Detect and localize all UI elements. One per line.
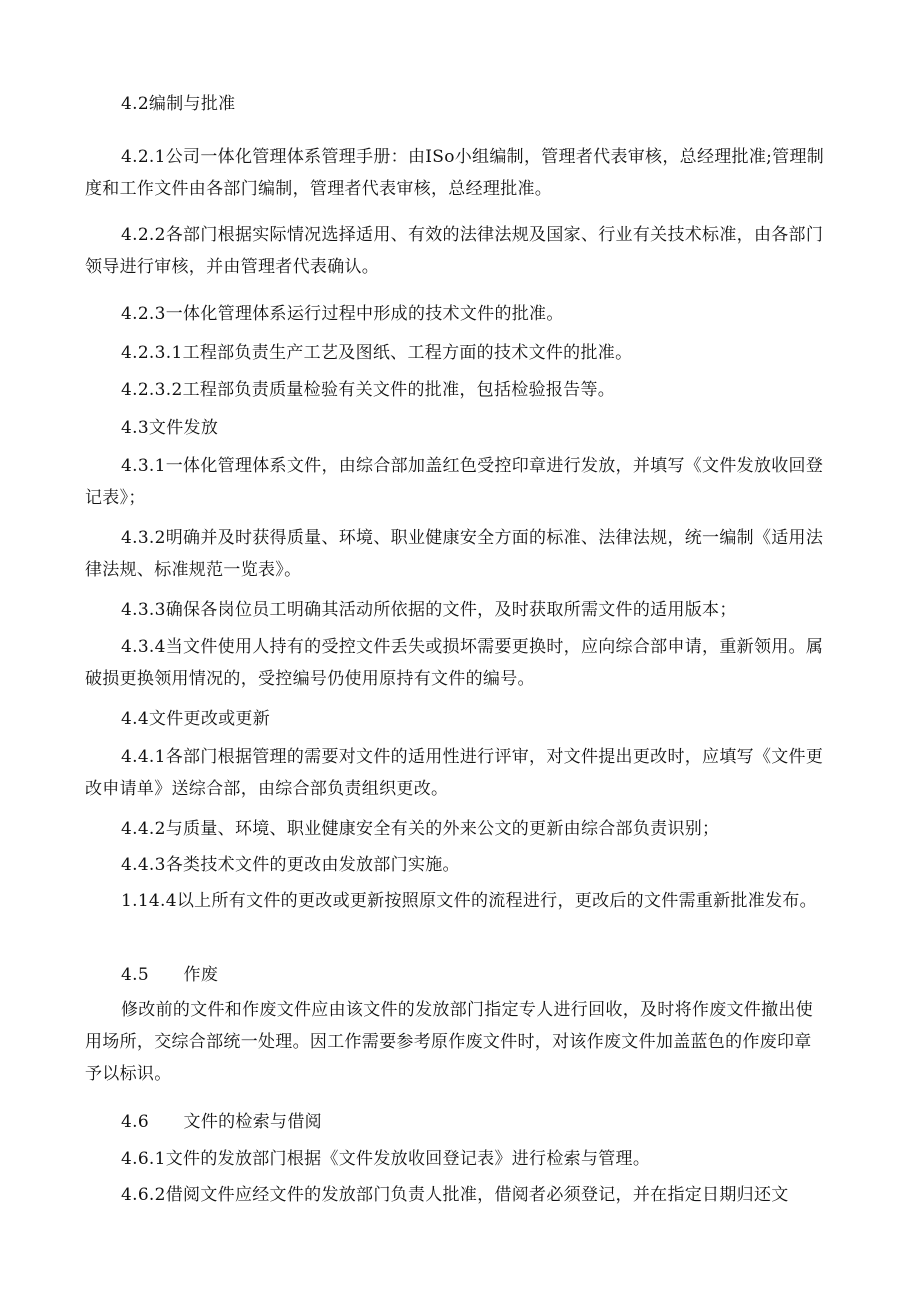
paragraph-text: 4.3文件发放 — [121, 418, 219, 438]
paragraph-4-4-1 — [0, 741, 920, 805]
paragraph-text: 4.6.2借阅文件应经文件的发放部门负责人批准，借阅者必须登记，并在指定日期归还文 — [121, 1185, 789, 1205]
paragraph-obsolete-documents — [0, 994, 920, 1090]
paragraph-4-2-3 — [0, 298, 920, 330]
section-heading-4-4 — [0, 703, 920, 735]
paragraph-text: 4.4文件更改或更新 — [121, 709, 271, 729]
paragraph-text: 4.4.3各类技术文件的更改由发放部门实施。 — [121, 855, 460, 875]
paragraph-4-4-2 — [0, 813, 920, 845]
paragraph-4-3-2 — [0, 522, 920, 586]
section-heading-4-2 — [0, 88, 920, 120]
paragraph-4-2-3-2 — [0, 374, 920, 406]
paragraph-text: 4.4.2与质量、环境、职业健康安全有关的外来公文的更新由综合部负责识别； — [121, 819, 720, 839]
paragraph-text: 4.2.1公司一体化管理体系管理手册：由ISo小组编制，管理者代表审核，总经理批准;管理制度和工作文件由各部门编制，管理者代表审核，总经理批准。 — [85, 147, 825, 199]
paragraph-4-3-4 — [0, 631, 920, 695]
paragraph-text: 4.3.4当文件使用人持有的受控文件丢失或损坏需要更换时，应向综合部申请，重新领用。属破损更换领用情况的，受控编号仍使用原持有文件的编号。 — [85, 637, 824, 689]
paragraph-text: 4.2.3.1工程部负责生产工艺及图纸、工程方面的技术文件的批准。 — [121, 343, 633, 363]
paragraph-text: 4.2.3.2工程部负责质量检验有关文件的批准，包括检验报告等。 — [121, 380, 616, 400]
paragraph-text: 4.6 文件的检索与借阅 — [121, 1112, 322, 1132]
section-heading-4-6 — [0, 1106, 920, 1138]
paragraph-4-2-1 — [0, 141, 920, 205]
paragraph-text: 4.6.1文件的发放部门根据《文件发放收回登记表》进行检索与管理。 — [121, 1149, 651, 1169]
section-heading-4-5 — [0, 959, 920, 991]
paragraph-text: 1.14.4以上所有文件的更改或更新按照原文件的流程进行，更改后的文件需重新批准发布。 — [121, 891, 817, 911]
paragraph-text: 4.4.1各部门根据管理的需要对文件的适用性进行评审，对文件提出更改时，应填写《文件更改申请单》送综合部，由综合部负责组织更改。 — [85, 747, 824, 799]
paragraph-4-4-3 — [0, 849, 920, 881]
paragraph-4-6-2 — [0, 1179, 920, 1211]
paragraph-4-3-1 — [0, 450, 920, 514]
paragraph-4-2-2 — [0, 219, 920, 283]
paragraph-1-14-4 — [0, 885, 920, 917]
paragraph-4-6-1 — [0, 1143, 920, 1175]
paragraph-text: 4.3.3确保各岗位员工明确其活动所依据的文件，及时获取所需文件的适用版本； — [121, 600, 737, 620]
paragraph-4-2-3-1 — [0, 337, 920, 369]
paragraph-text: 4.2编制与批准 — [121, 94, 236, 114]
paragraph-text: 4.5 作废 — [121, 965, 219, 985]
paragraph-text: 4.3.1一体化管理体系文件，由综合部加盖红色受控印章进行发放，并填写《文件发放收回登记表》； — [85, 456, 824, 508]
section-heading-4-3 — [0, 412, 920, 444]
paragraph-4-3-3 — [0, 594, 920, 626]
paragraph-text: 4.3.2明确并及时获得质量、环境、职业健康安全方面的标准、法律法规，统一编制《适用法律法规、标准规范一览表》。 — [85, 528, 824, 580]
paragraph-text: 修改前的文件和作废文件应由该文件的发放部门指定专人进行回收，及时将作废文件撤出使用场所，交综合部统一处理。因工作需要参考原作废文件时，对该作废文件加盖蓝色的作废印章予以标识。 — [85, 1000, 813, 1084]
paragraph-text: 4.2.2各部门根据实际情况选择适用、有效的法律法规及国家、行业有关技术标准，由各部门领导进行审核，并由管理者代表确认。 — [85, 225, 824, 277]
paragraph-text: 4.2.3一体化管理体系运行过程中形成的技术文件的批准。 — [121, 304, 564, 324]
